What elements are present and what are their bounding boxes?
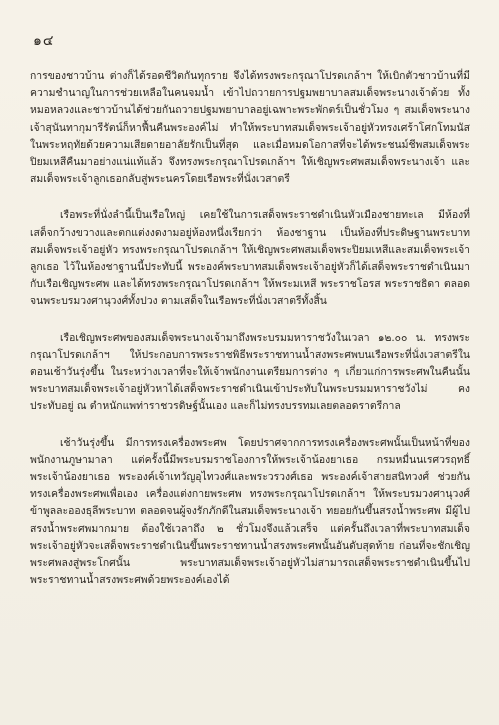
paragraph-3: เรือเชิญพระศพของสมเด็จพระนางเจ้ามาถึงพระบรมมหาราชวังในเวลา ๑๒.๐๐ น. ทรงพระกรุณาโปรดเกล้าฯ ให้ประกอบการพระราชพิธีพระราชทานน้ำสงพระศพบนเรือพระที่นั่งเวสาตรีในตอนเช้าวันรุ่งขึ้น ในระหว่างเวลาที่จะให้เจ้าพนักงานเตรียมการต่าง ๆ เกี่ยวแก่การพระศพในคืนนั้น พระบาทสมเด็จพระเจ้าอยู่หัวหาได้เสด็จพระราชดำเนินเข้าประทับในพระบรมมหาราชวังไม่ คงประทับอยู่ ณ ตำหนักแพท่าราชวรดิษฐ์นั้นเอง และก็ไม่ทรงบรรทมเลยตลอดราตรีกาล — [30, 331, 470, 413]
paragraph-gap — [30, 311, 470, 330]
page-number: ๑๔ — [33, 33, 55, 49]
document-body — [30, 68, 470, 589]
paragraph-gap — [30, 188, 470, 207]
paragraph-4: เช้าวันรุ่งขึ้น มีการทรงเครื่องพระศพ โดยปราศจากการทรงเครื่องพระศพนั้นเป็นหน้าที่ของพนักงานภูษามาลา แต่ครั้งนี้มีพระบรมราชโองการให้พระเจ้าน้องยาเธอ กรมหมื่นนเรศวรฤทธิ์ พระเจ้าน้องยาเธอ พระองค์เจ้าเทวัญอุไทวงศ์และพระวรวงศ์เธอ พระองค์เจ้าสายสนิทวงศ์ ช่วยกันทรงเครื่องพระศพเพื่อเอง เครื่องแต่งกายพระศพ ทรงพระกรุณาโปรดเกล้าฯ ให้พระบรมวงศานุวงศ์ ข้าพูลละอองธุลีพระบาท ตลอดจนผู้จงรักภักดีในสมเด็จพระนางเจ้า ทยอยกันขึ้นสรงน้ำพระศพ มีผู้ไปสรงน้ำพระศพมากมาย ต้องใช้เวลาถึง ๒ ชั่วโมงจึงแล้วเสร็จ แต่ครั้นถึงเวลาที่พระบาทสมเด็จพระเจ้าอยู่หัวจะเสด็จพระราชดำเนินขึ้นพระราชทานน้ำสรงพระศพนั้นอันดับสุดท้าย ก่อนที่จะชักเชิญพระศพลงสู่พระโกศนั้น พระบาทสมเด็จพระเจ้าอยู่หัวไม่สามารถเสด็จพระราชดำเนินขึ้นไปพระราชทานน้ำสรงพระศพด้วยพระองค์เองได้ — [30, 436, 470, 587]
paragraph-1: การของชาวบ้าน ต่างก็ได้รอดชีวิตกันทุกราย จึงได้ทรงพระกรุณาโปรดเกล้าฯ ให้เบิกตัวชาวบ้านที่มีความชำนาญในการช่วยเหลือในคนจมน้ำ เข้าไปถวายการปฐมพยาบาลสมเด็จพระนางเจ้าด้วย ทั้งหมอหลวงและชาวบ้านได้ช่วยกันถวายปฐมพยาบาลอยู่เฉพาะพระพักตร์เป็นชั่วโมง ๆ สมเด็จพระนางเจ้าสุนันทากุมารีรัตน์ก็หาฟื้นคืนพระองค์ไม่ ทำให้พระบาทสมเด็จพระเจ้าอยู่หัวทรงเศร้าโศกโทมนัสในพระหฤทัยด้วยความเสียดายอาลัยรักเป็นที่สุด และเมื่อหมดโอกาสที่จะได้พระชนม์ชีพสมเด็จพระปิยมเหสีคืนมาอย่างแน่แท้แล้ว จึงทรงพระกรุณาโปรดเกล้าฯ ให้เชิญพระศพสมเด็จพระนางเจ้า และสมเด็จพระเจ้าลูกเธอกลับสู่พระนครโดยเรือพระที่นั่งเวสาตรี — [30, 70, 470, 186]
paragraph-2: เรือพระที่นั่งลำนี้เป็นเรือใหญ่ เคยใช้ในการเสด็จพระราชดำเนินหัวเมืองชายทะเล มีห้องที่เสด็จกว้างขวางและตกแต่งงดงามอยู่ห้องหนึ่งเรียกว่า ห้องชาฐาน เป็นห้องที่ประดิษฐานพระบาทสมเด็จพระเจ้าอยู่หัว ทรงพระกรุณาโปรดเกล้าฯ ให้เชิญพระศพสมเด็จพระปิยมเหสีและสมเด็จพระเจ้าลูกเธอ ไว้ในห้องชาฐานนี้ประทับนี้ พระองค์พระบาทสมเด็จพระเจ้าอยู่หัวก็ได้เสด็จพระราชดำเนินมากับเรือเชิญพระศพ และได้ทรงพระกรุณาโปรดเกล้าฯ ให้พระมเหสี พระราชโอรส พระราชธิดา ตลอดจนพระบรมวงศานุวงศ์ทั้งปวง ตามเสด็จในเรือพระที่นั่งเวสาตรีทั้งสิ้น — [30, 209, 470, 308]
paragraph-gap — [30, 416, 470, 435]
